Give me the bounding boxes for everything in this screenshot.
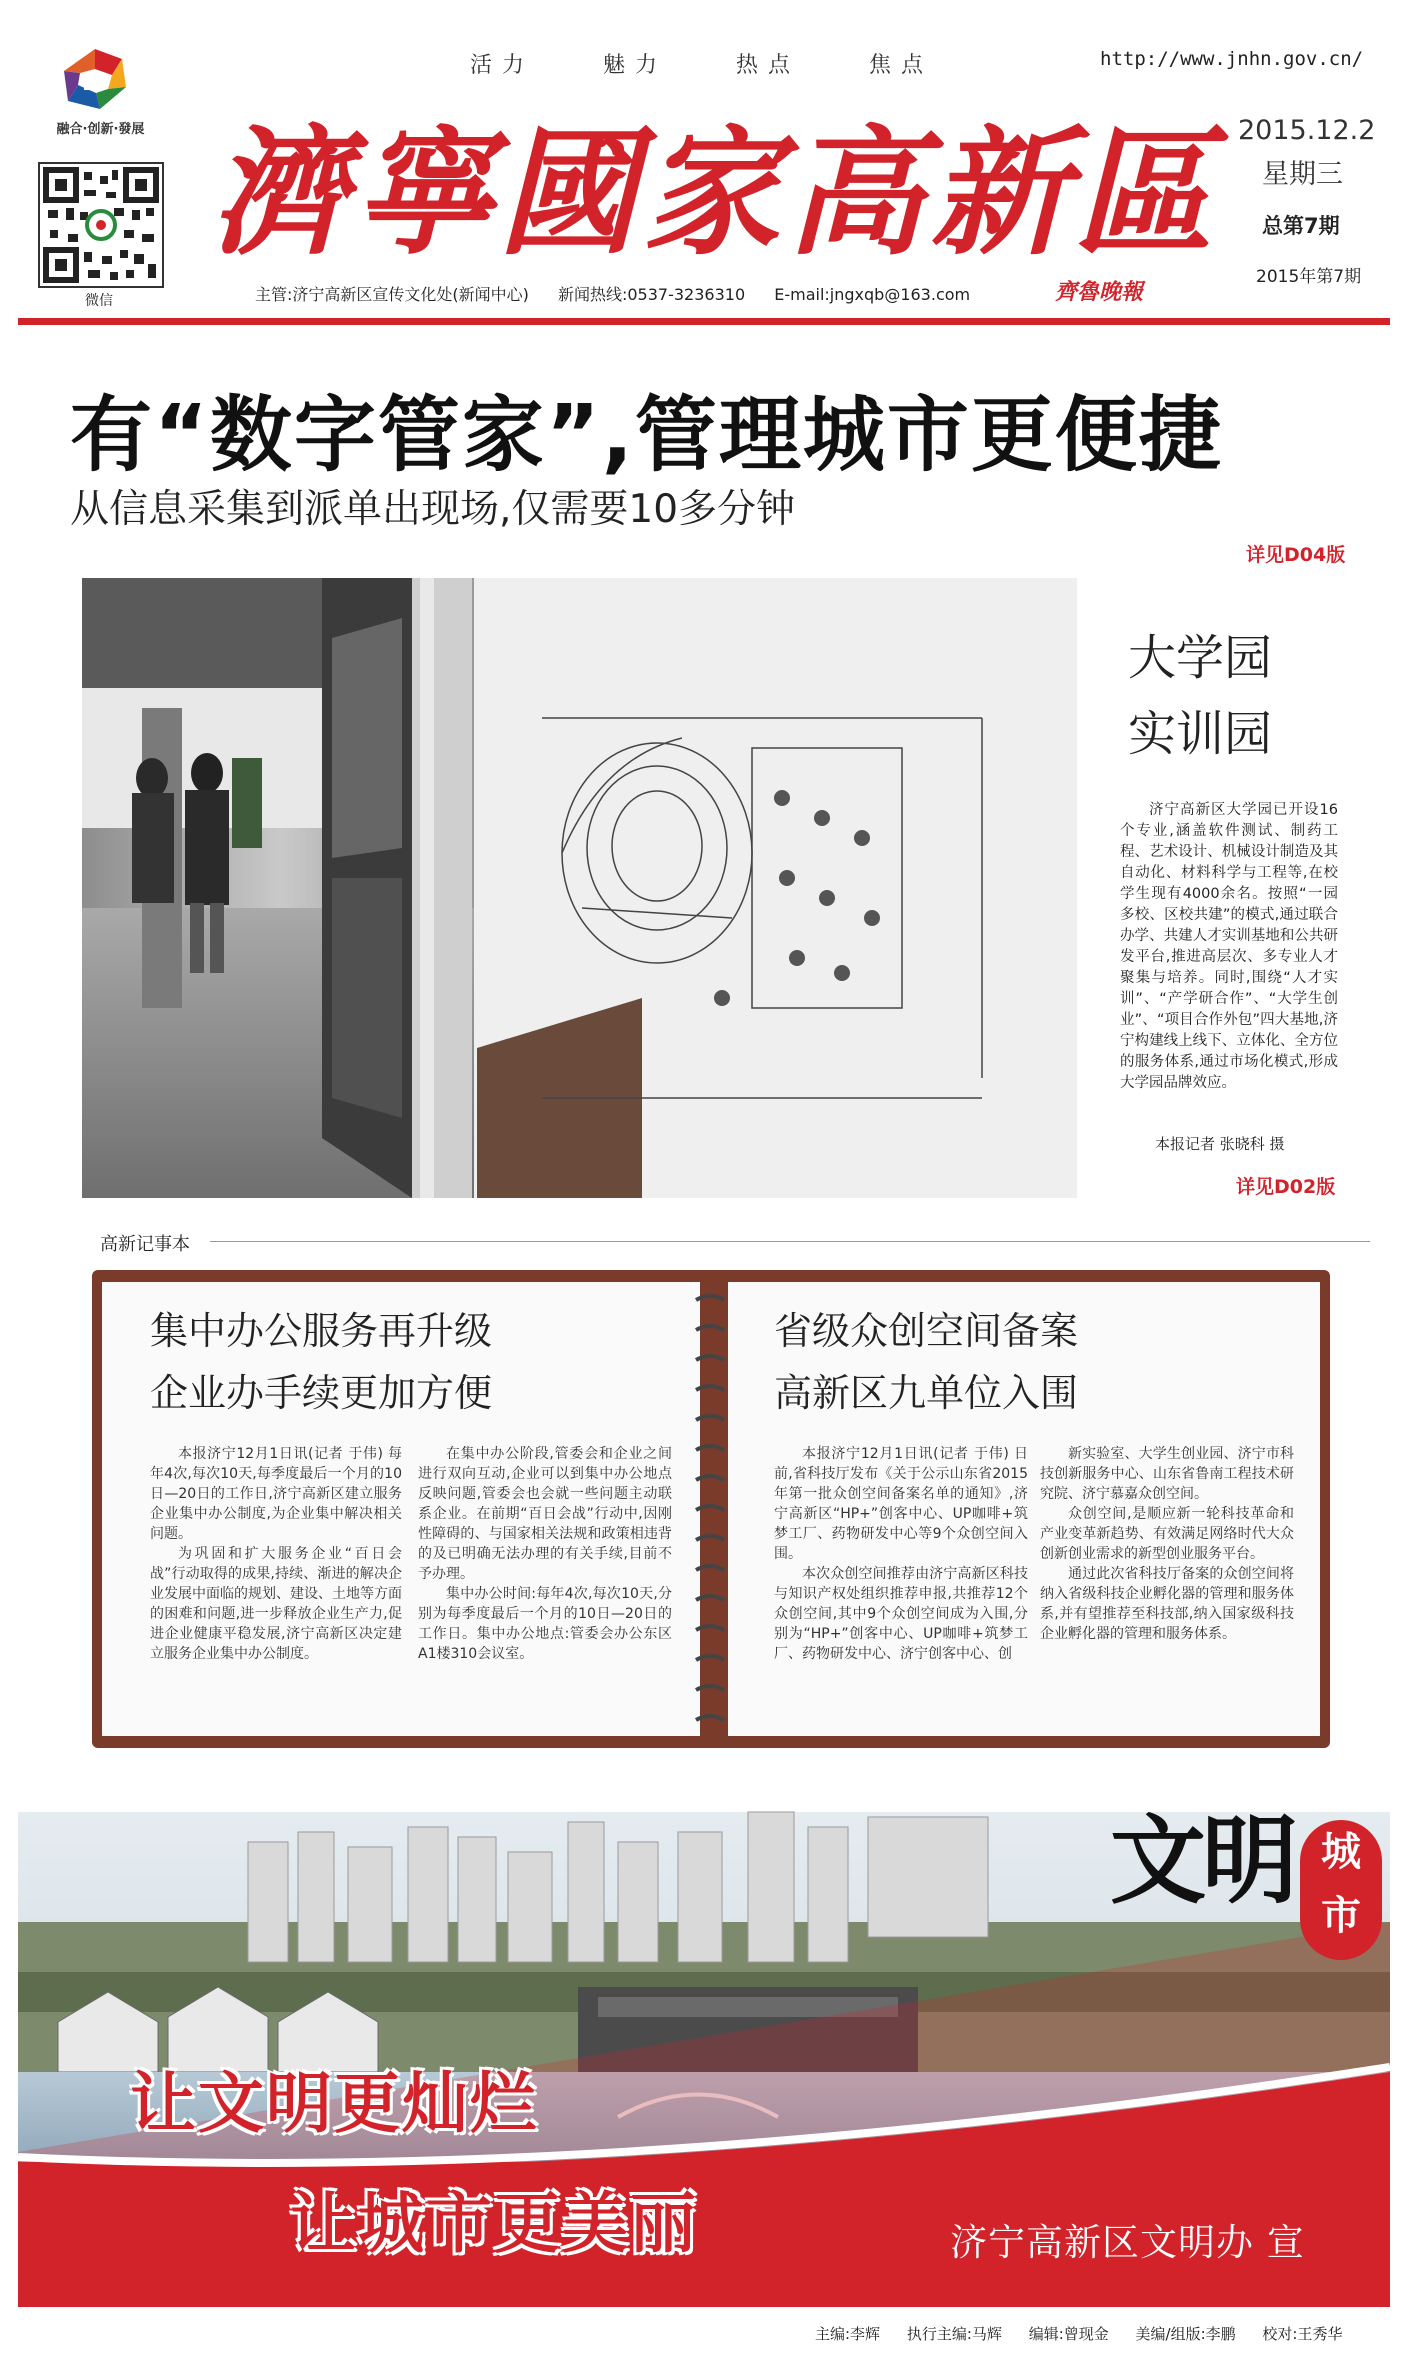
year-issue-number: 2015年第7期: [1256, 267, 1362, 287]
right-article-title[interactable]: [774, 1300, 1078, 1424]
website-link[interactable]: http://www.jnhn.gov.cn/: [1100, 48, 1364, 70]
tagline-item: 活力: [470, 53, 535, 78]
ad-slogan: 让文明更灿烂: [130, 2064, 538, 2142]
issue-weekday: 星期三: [1262, 159, 1343, 190]
notebook-page-left: [102, 1282, 700, 1736]
photo-box-page-ref[interactable]: 详见D02版: [1236, 1176, 1336, 1198]
issue-number: 总第7期: [1262, 214, 1340, 238]
tagline-item: 焦点: [869, 53, 934, 78]
right-article-col1: [774, 1444, 1028, 1664]
ad-badge: [1300, 1820, 1382, 1960]
notebook-page-right: [728, 1282, 1320, 1736]
email-text: E-mail:jngxqb@163.com: [774, 285, 971, 304]
photo-box-title-line: 实训园: [1128, 706, 1273, 762]
lead-photo: [82, 578, 1077, 1198]
qr-code-icon: [38, 162, 164, 288]
ad-heading: 文明: [1110, 1804, 1294, 1917]
paragraph: 集中办公时间:每年4次,每次10天,分别为每季度最后一个月的10日—20日的工作日。集中办公地点:管委会办公东区A1楼310会议室。: [418, 1586, 672, 1662]
section-divider: [210, 1241, 1370, 1242]
paragraph: 本报济宁12月1日讯(记者 于伟) 日前,省科技厅发布《关于公示山东省2015年第一批众创空间备案名单的通知》,济宁高新区“HP+”创客中心、UP咖啡+筑梦工厂、药物研发中心等9个众创空间入围。: [774, 1446, 1028, 1562]
footer-section-editor: 编辑:曾现金: [1028, 2325, 1109, 2343]
tagline-item: 热点: [736, 53, 801, 78]
ad-signature: 济宁高新区文明办 宣: [950, 2221, 1305, 2264]
tagline-item: 魅力: [603, 53, 668, 78]
masthead-credits: [255, 282, 994, 305]
issue-date: 2015.12.2: [1238, 115, 1376, 146]
notebook-spiral-icon: [690, 1290, 730, 1730]
masthead-divider: [18, 318, 1390, 325]
ad-badge-char: 城: [1321, 1829, 1361, 1875]
footer-design: 美编/组版:李鹏: [1135, 2325, 1236, 2343]
qr-label: 微信: [85, 293, 113, 309]
newspaper-title: 濟寧國家高新區: [210, 111, 1219, 274]
title-line: 集中办公服务再升级: [150, 1309, 493, 1353]
paragraph: 通过此次省科技厅备案的众创空间将纳入省级科技企业孵化器的管理和服务体系,并有望推荐至科技部,纳入国家级科技企业孵化器的管理和服务体系。: [1040, 1566, 1294, 1642]
left-article-col1: [150, 1444, 402, 1664]
paragraph: 新实验室、大学生创业园、济宁市科技创新服务中心、山东省鲁南工程技术研究院、济宁慕嘉众创空间。: [1040, 1446, 1294, 1502]
left-article-title[interactable]: [150, 1300, 492, 1424]
left-article-col2: [418, 1444, 672, 1664]
paragraph: 众创空间,是顺应新一轮科技革命和产业变革新趋势、有效满足网络时代大众创新创业需求的新型创业服务平台。: [1040, 1506, 1294, 1562]
footer-editor: 主编:李辉: [815, 2325, 881, 2343]
hotline-text: 新闻热线:0537-3236310: [557, 285, 746, 304]
paper-brand-logo: 齊魯晚報: [1055, 279, 1144, 305]
lead-subhead: 从信息采集到派单出现场,仅需要10多分钟: [70, 487, 796, 532]
logo-icon: [60, 45, 130, 115]
photo-box-text: 济宁高新区大学园已开设16个专业,涵盖软件测试、制药工程、艺术设计、机械设计制造及其自动化、材料科学与工程等,在校学生现有4000余名。按照“一园多校、区校共建”的模式,通过联合办学、共建人才实训基地和公共研发平台,推进高层次、多专业人才聚集与培养。同时,围绕“人才实训”、“产学研合作”、“大学生创业”、“项目合作外包”四大基地,济宁构建线上线下、立体化、全方位的服务体系,通过市场化模式,形成大学园品牌效应。: [1120, 802, 1338, 1091]
sponsor-text: 主管:济宁高新区宣传文化处(新闻中心): [255, 285, 529, 304]
right-article-col2: [1040, 1444, 1294, 1644]
title-line: 高新区九单位入围: [774, 1371, 1079, 1415]
photo-box-title-line: 大学园: [1128, 630, 1273, 686]
photo-credit: 本报记者 张晓科 摄: [1155, 1135, 1285, 1153]
paragraph: 在集中办公阶段,管委会和企业之间进行双向互动,企业可以到集中办公地点反映问题,管委会也会就一些问题主动联系企业。在前期“百日会战”行动中,因刚性障碍的、与国家相关法规和政策相违背的及已明确无法办理的有关手续,目前不予办理。: [418, 1446, 672, 1582]
paragraph: 本报济宁12月1日讯(记者 于伟) 每年4次,每次10天,每季度最后一个月的10日—20日的工作日,济宁高新区建立服务企业集中办公制度,为企业集中解决相关问题。: [150, 1446, 402, 1542]
paragraph: 本次众创空间推荐由济宁高新区科技与知识产权处组织推荐申报,共推荐12个众创空间,其中9个众创空间成为入围,分别为“HP+”创客中心、UP咖啡+筑梦工厂、药物研发中心、济宁创客中心、创: [774, 1566, 1028, 1662]
ad-slogan: 让城市更美丽: [290, 2184, 698, 2262]
footer-proof: 校对:王秀华: [1262, 2325, 1343, 2343]
section-label: 高新记事本: [100, 1234, 190, 1255]
ad-badge-char: 市: [1321, 1893, 1361, 1939]
paragraph: 为巩固和扩大服务企业“百日会战”行动取得的成果,持续、渐进的解决企业发展中面临的规划、建设、土地等方面的困难和问题,进一步释放企业生产力,促进企业健康平稳发展,济宁高新区决定建立服务企业集中办公制度。: [150, 1546, 402, 1662]
photo-box-title: [1128, 620, 1272, 772]
footer-exec-editor: 执行主编:马辉: [906, 2325, 1002, 2343]
tagline: [470, 48, 985, 79]
lead-page-ref[interactable]: 详见D04版: [1246, 544, 1346, 566]
title-line: 企业办手续更加方便: [150, 1371, 493, 1415]
lead-headline[interactable]: 有“数字管家”,管理城市更便捷: [70, 388, 1223, 483]
logo-slogan: 融合·创新·發展: [56, 122, 145, 137]
title-line: 省级众创空间备案: [774, 1309, 1079, 1353]
footer-credits: [815, 2323, 1364, 2344]
